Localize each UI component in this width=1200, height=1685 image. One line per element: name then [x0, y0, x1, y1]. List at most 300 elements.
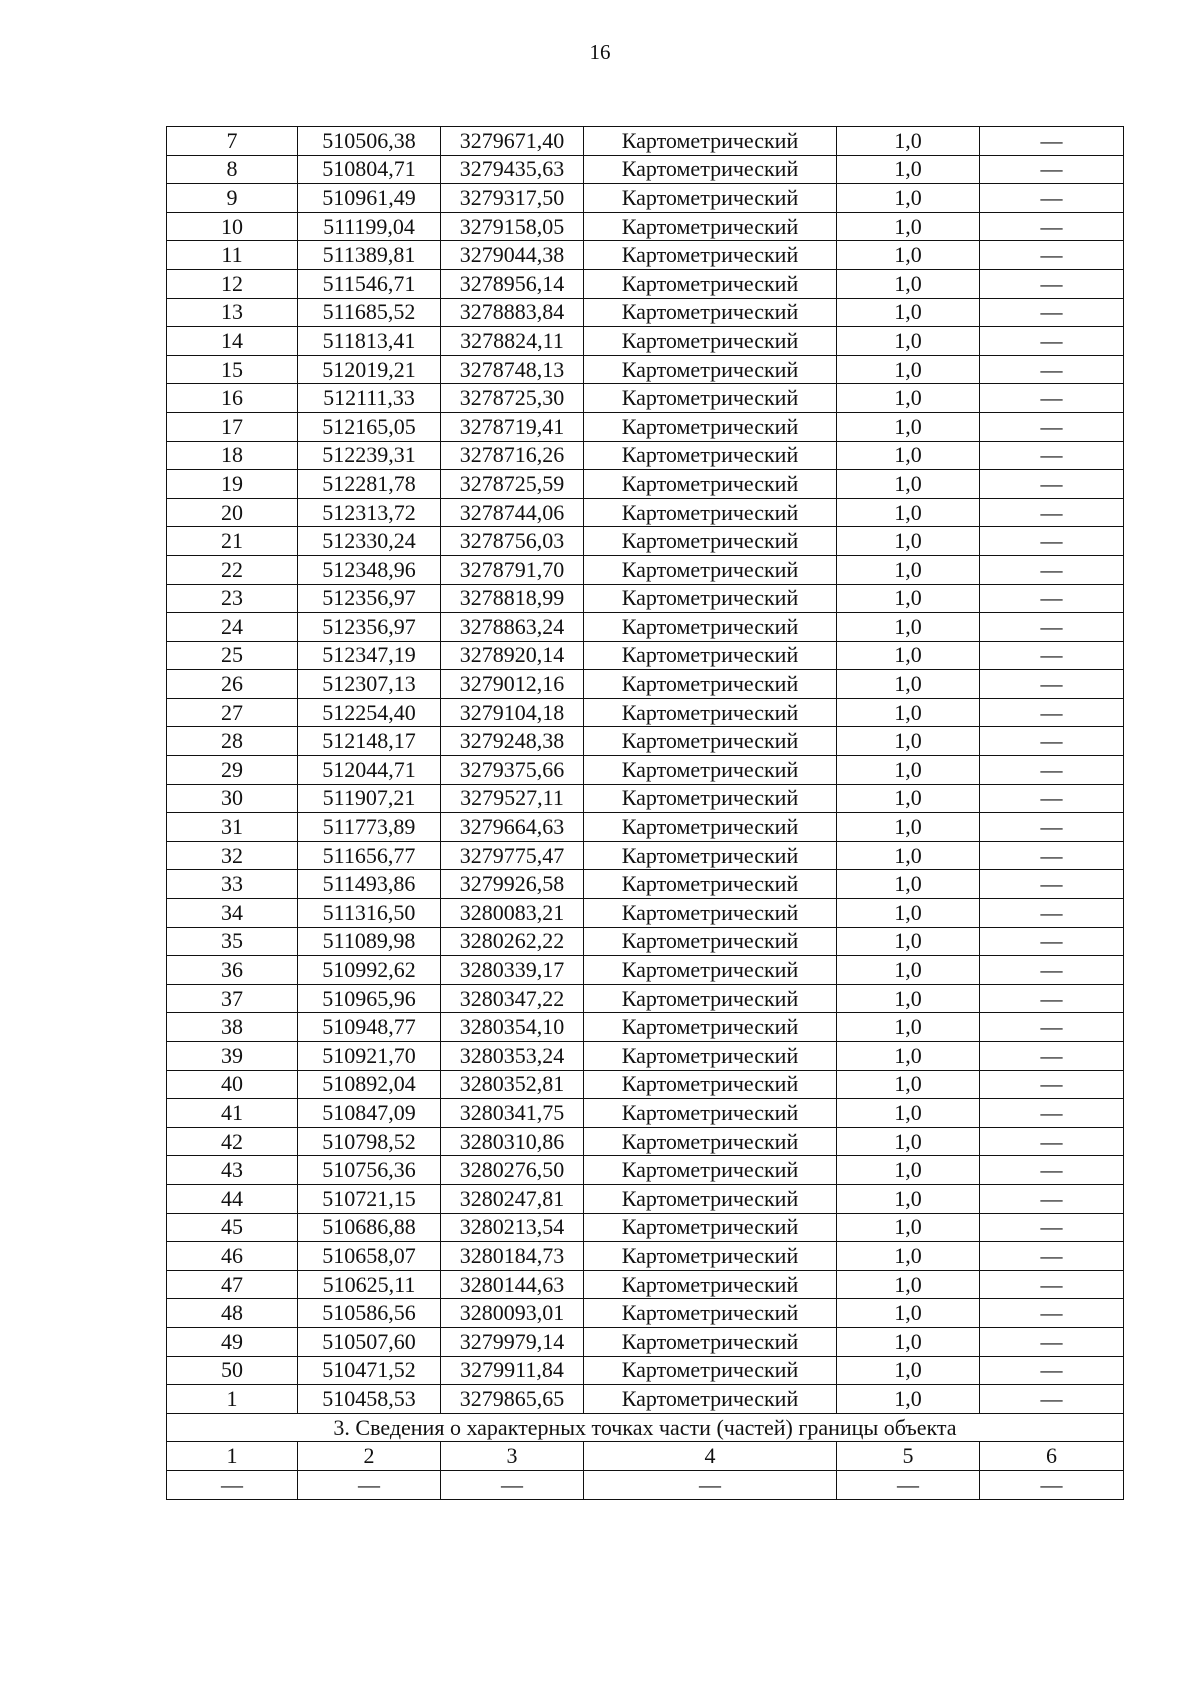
accuracy-cell: 1,0 — [837, 841, 980, 870]
table-row — [167, 641, 1124, 670]
method-cell: — — [584, 1470, 837, 1499]
x-coordinate-cell: 510658,07 — [298, 1242, 441, 1271]
table-row — [167, 1385, 1124, 1414]
accuracy-cell: 1,0 — [837, 498, 980, 527]
y-coordinate-cell: 3280339,17 — [441, 956, 584, 985]
x-coordinate-cell: 512165,05 — [298, 412, 441, 441]
point-number-cell: 31 — [167, 813, 298, 842]
x-coordinate-cell: 512356,97 — [298, 584, 441, 613]
y-coordinate-cell: 3279775,47 — [441, 841, 584, 870]
table-row — [167, 1242, 1124, 1271]
description-cell: — — [980, 412, 1124, 441]
section-3-empty-row — [167, 1470, 1124, 1499]
description-cell: — — [980, 727, 1124, 756]
method-cell: Картометрический — [584, 1270, 837, 1299]
point-number-cell: 21 — [167, 527, 298, 556]
method-cell: Картометрический — [584, 441, 837, 470]
x-coordinate-cell: 511546,71 — [298, 269, 441, 298]
description-cell: — — [980, 384, 1124, 413]
description-cell: — — [980, 212, 1124, 241]
table-row — [167, 841, 1124, 870]
point-number-cell: 28 — [167, 727, 298, 756]
description-cell: — — [980, 841, 1124, 870]
accuracy-cell: 1,0 — [837, 1184, 980, 1213]
accuracy-cell: 1,0 — [837, 127, 980, 156]
description-cell: — — [980, 498, 1124, 527]
method-cell: Картометрический — [584, 1385, 837, 1414]
point-number-cell: 7 — [167, 127, 298, 156]
y-coordinate-cell: 3280341,75 — [441, 1099, 584, 1128]
y-coordinate-cell: 3278716,26 — [441, 441, 584, 470]
table-row — [167, 127, 1124, 156]
method-cell: Картометрический — [584, 1299, 837, 1328]
table-row — [167, 1299, 1124, 1328]
point-number-cell: 35 — [167, 927, 298, 956]
method-cell: Картометрический — [584, 584, 837, 613]
point-number-cell: 13 — [167, 298, 298, 327]
method-cell: Картометрический — [584, 841, 837, 870]
description-cell: — — [980, 584, 1124, 613]
x-coordinate-cell: 512111,33 — [298, 384, 441, 413]
point-number-cell: 44 — [167, 1184, 298, 1213]
x-coordinate-cell: 510965,96 — [298, 984, 441, 1013]
point-number-cell: 47 — [167, 1270, 298, 1299]
accuracy-cell: 1,0 — [837, 355, 980, 384]
table-row — [167, 269, 1124, 298]
y-coordinate-cell: 3279158,05 — [441, 212, 584, 241]
point-number-cell: 45 — [167, 1213, 298, 1242]
x-coordinate-cell: 512347,19 — [298, 641, 441, 670]
accuracy-cell: 1,0 — [837, 1385, 980, 1414]
section-3-header-row — [167, 1442, 1124, 1471]
x-coordinate-cell: 512044,71 — [298, 756, 441, 785]
method-cell: Картометрический — [584, 727, 837, 756]
point-number-cell: 26 — [167, 670, 298, 699]
description-cell: — — [980, 1127, 1124, 1156]
accuracy-cell: 1,0 — [837, 813, 980, 842]
x-coordinate-cell: 510847,09 — [298, 1099, 441, 1128]
point-number-cell: 42 — [167, 1127, 298, 1156]
accuracy-cell: 1,0 — [837, 641, 980, 670]
table-row — [167, 1127, 1124, 1156]
point-number-cell: 37 — [167, 984, 298, 1013]
x-coordinate-cell: 512356,97 — [298, 613, 441, 642]
description-cell: — — [980, 441, 1124, 470]
description-cell: — — [980, 927, 1124, 956]
point-number-cell: 16 — [167, 384, 298, 413]
description-cell: — — [980, 1385, 1124, 1414]
x-coordinate-cell: 511089,98 — [298, 927, 441, 956]
accuracy-cell: 1,0 — [837, 1270, 980, 1299]
table-row — [167, 670, 1124, 699]
description-cell: — — [980, 1184, 1124, 1213]
accuracy-cell: 1,0 — [837, 269, 980, 298]
table-row — [167, 1099, 1124, 1128]
x-coordinate-cell: 510921,70 — [298, 1042, 441, 1071]
points-table-body — [167, 127, 1124, 1500]
accuracy-cell: 1,0 — [837, 1299, 980, 1328]
x-coordinate-cell: 510948,77 — [298, 1013, 441, 1042]
y-coordinate-cell: 3279317,50 — [441, 184, 584, 213]
method-cell: Картометрический — [584, 298, 837, 327]
point-number-cell: 8 — [167, 155, 298, 184]
accuracy-cell: 1,0 — [837, 1242, 980, 1271]
x-coordinate-cell: 512019,21 — [298, 355, 441, 384]
table-row — [167, 1184, 1124, 1213]
y-coordinate-cell: 3280262,22 — [441, 927, 584, 956]
point-number-cell: 33 — [167, 870, 298, 899]
method-cell: Картометрический — [584, 813, 837, 842]
accuracy-cell: 1,0 — [837, 155, 980, 184]
accuracy-cell: 1,0 — [837, 555, 980, 584]
description-cell: — — [980, 784, 1124, 813]
point-number-cell: 25 — [167, 641, 298, 670]
description-cell: — — [980, 298, 1124, 327]
description-cell: — — [980, 555, 1124, 584]
method-cell: Картометрический — [584, 984, 837, 1013]
table-row — [167, 584, 1124, 613]
method-cell: Картометрический — [584, 899, 837, 928]
table-row — [167, 1327, 1124, 1356]
method-cell: Картометрический — [584, 498, 837, 527]
method-cell: Картометрический — [584, 184, 837, 213]
description-cell: — — [980, 184, 1124, 213]
method-cell: Картометрический — [584, 155, 837, 184]
accuracy-cell: 1,0 — [837, 1099, 980, 1128]
table-row — [167, 727, 1124, 756]
method-cell: Картометрический — [584, 1242, 837, 1271]
method-cell: Картометрический — [584, 355, 837, 384]
accuracy-cell: 1,0 — [837, 1127, 980, 1156]
table-row — [167, 1156, 1124, 1185]
description-cell: — — [980, 899, 1124, 928]
x-coordinate-cell: 511316,50 — [298, 899, 441, 928]
y-coordinate-cell: 3278756,03 — [441, 527, 584, 556]
x-coordinate-cell: 512254,40 — [298, 698, 441, 727]
accuracy-cell: 1,0 — [837, 899, 980, 928]
accuracy-cell: 1,0 — [837, 1042, 980, 1071]
point-number-cell: 15 — [167, 355, 298, 384]
table-row — [167, 1070, 1124, 1099]
x-coordinate-cell: 512313,72 — [298, 498, 441, 527]
table-row — [167, 984, 1124, 1013]
table-row — [167, 1270, 1124, 1299]
point-number-cell: 34 — [167, 899, 298, 928]
y-coordinate-cell: 3279865,65 — [441, 1385, 584, 1414]
y-coordinate-cell: 3279248,38 — [441, 727, 584, 756]
description-cell: — — [980, 613, 1124, 642]
method-cell: Картометрический — [584, 1099, 837, 1128]
table-row — [167, 698, 1124, 727]
y-coordinate-cell: 3279375,66 — [441, 756, 584, 785]
y-coordinate-cell: 3280347,22 — [441, 984, 584, 1013]
description-cell: — — [980, 1242, 1124, 1271]
method-cell: Картометрический — [584, 384, 837, 413]
y-coordinate-cell: 3280354,10 — [441, 1013, 584, 1042]
y-coordinate-cell: 3279664,63 — [441, 813, 584, 842]
description-cell: — — [980, 1213, 1124, 1242]
x-coordinate-cell: 510506,38 — [298, 127, 441, 156]
method-cell: Картометрический — [584, 127, 837, 156]
accuracy-cell: 1,0 — [837, 1327, 980, 1356]
point-number-cell: 1 — [167, 1442, 298, 1471]
x-coordinate-cell: 511656,77 — [298, 841, 441, 870]
table-row — [167, 355, 1124, 384]
table-row — [167, 155, 1124, 184]
y-coordinate-cell: 3280213,54 — [441, 1213, 584, 1242]
y-coordinate-cell: 3280083,21 — [441, 899, 584, 928]
table-row — [167, 870, 1124, 899]
x-coordinate-cell: 511199,04 — [298, 212, 441, 241]
x-coordinate-cell: 510892,04 — [298, 1070, 441, 1099]
accuracy-cell: 1,0 — [837, 1070, 980, 1099]
accuracy-cell: 1,0 — [837, 984, 980, 1013]
x-coordinate-cell: 510625,11 — [298, 1270, 441, 1299]
point-number-cell: 32 — [167, 841, 298, 870]
method-cell: Картометрический — [584, 870, 837, 899]
table-row — [167, 899, 1124, 928]
accuracy-cell: 1,0 — [837, 584, 980, 613]
y-coordinate-cell: 3278920,14 — [441, 641, 584, 670]
y-coordinate-cell: 3279926,58 — [441, 870, 584, 899]
y-coordinate-cell: 3278719,41 — [441, 412, 584, 441]
point-number-cell: 18 — [167, 441, 298, 470]
accuracy-cell: 1,0 — [837, 1156, 980, 1185]
description-cell: — — [980, 1070, 1124, 1099]
x-coordinate-cell: 511685,52 — [298, 298, 441, 327]
accuracy-cell: 1,0 — [837, 412, 980, 441]
x-coordinate-cell: 512330,24 — [298, 527, 441, 556]
method-cell: Картометрический — [584, 555, 837, 584]
table-row — [167, 441, 1124, 470]
point-number-cell: 38 — [167, 1013, 298, 1042]
accuracy-cell: 1,0 — [837, 527, 980, 556]
point-number-cell: — — [167, 1470, 298, 1499]
y-coordinate-cell: 3278725,59 — [441, 470, 584, 499]
point-number-cell: 17 — [167, 412, 298, 441]
description-cell: — — [980, 641, 1124, 670]
y-coordinate-cell: 3280353,24 — [441, 1042, 584, 1071]
method-cell: Картометрический — [584, 1013, 837, 1042]
y-coordinate-cell: 3279527,11 — [441, 784, 584, 813]
point-number-cell: 19 — [167, 470, 298, 499]
accuracy-cell: — — [837, 1470, 980, 1499]
point-number-cell: 22 — [167, 555, 298, 584]
x-coordinate-cell: 510804,71 — [298, 155, 441, 184]
x-coordinate-cell: 510471,52 — [298, 1356, 441, 1385]
method-cell: Картометрический — [584, 1156, 837, 1185]
point-number-cell: 41 — [167, 1099, 298, 1128]
x-coordinate-cell: 512281,78 — [298, 470, 441, 499]
description-cell: — — [980, 269, 1124, 298]
accuracy-cell: 1,0 — [837, 613, 980, 642]
point-number-cell: 43 — [167, 1156, 298, 1185]
y-coordinate-cell: 3280093,01 — [441, 1299, 584, 1328]
table-row — [167, 756, 1124, 785]
description-cell: — — [980, 1356, 1124, 1385]
accuracy-cell: 1,0 — [837, 384, 980, 413]
point-number-cell: 12 — [167, 269, 298, 298]
description-cell: — — [980, 870, 1124, 899]
accuracy-cell: 1,0 — [837, 727, 980, 756]
table-row — [167, 527, 1124, 556]
table-row — [167, 241, 1124, 270]
x-coordinate-cell: 512348,96 — [298, 555, 441, 584]
y-coordinate-cell: — — [441, 1470, 584, 1499]
x-coordinate-cell: 510507,60 — [298, 1327, 441, 1356]
method-cell: Картометрический — [584, 670, 837, 699]
y-coordinate-cell: 3280144,63 — [441, 1270, 584, 1299]
accuracy-cell: 1,0 — [837, 956, 980, 985]
point-number-cell: 49 — [167, 1327, 298, 1356]
y-coordinate-cell: 3279911,84 — [441, 1356, 584, 1385]
y-coordinate-cell: 3280352,81 — [441, 1070, 584, 1099]
description-cell: — — [980, 956, 1124, 985]
point-number-cell: 9 — [167, 184, 298, 213]
method-cell: Картометрический — [584, 470, 837, 499]
table-row — [167, 784, 1124, 813]
x-coordinate-cell: 510586,56 — [298, 1299, 441, 1328]
description-cell: — — [980, 127, 1124, 156]
table-row — [167, 1356, 1124, 1385]
table-row — [167, 212, 1124, 241]
table-row — [167, 498, 1124, 527]
description-cell: — — [980, 984, 1124, 1013]
description-cell: — — [980, 155, 1124, 184]
x-coordinate-cell: 511493,86 — [298, 870, 441, 899]
method-cell: Картометрический — [584, 1127, 837, 1156]
table-row — [167, 555, 1124, 584]
method-cell: Картометрический — [584, 641, 837, 670]
table-row — [167, 927, 1124, 956]
y-coordinate-cell: 3280247,81 — [441, 1184, 584, 1213]
point-number-cell: 29 — [167, 756, 298, 785]
accuracy-cell: 1,0 — [837, 327, 980, 356]
y-coordinate-cell: 3278863,24 — [441, 613, 584, 642]
method-cell: Картометрический — [584, 412, 837, 441]
description-cell: — — [980, 527, 1124, 556]
point-number-cell: 46 — [167, 1242, 298, 1271]
point-number-cell: 48 — [167, 1299, 298, 1328]
accuracy-cell: 1,0 — [837, 212, 980, 241]
boundary-points-table — [166, 126, 1124, 1500]
point-number-cell: 27 — [167, 698, 298, 727]
x-coordinate-cell: 510721,15 — [298, 1184, 441, 1213]
point-number-cell: 40 — [167, 1070, 298, 1099]
accuracy-cell: 1,0 — [837, 184, 980, 213]
description-cell: 6 — [980, 1442, 1124, 1471]
description-cell: — — [980, 670, 1124, 699]
point-number-cell: 10 — [167, 212, 298, 241]
table-row — [167, 1013, 1124, 1042]
description-cell: — — [980, 355, 1124, 384]
x-coordinate-cell: 511389,81 — [298, 241, 441, 270]
description-cell: — — [980, 1042, 1124, 1071]
method-cell: Картометрический — [584, 527, 837, 556]
accuracy-cell: 1,0 — [837, 1213, 980, 1242]
method-cell: Картометрический — [584, 1184, 837, 1213]
x-coordinate-cell: 510798,52 — [298, 1127, 441, 1156]
accuracy-cell: 5 — [837, 1442, 980, 1471]
y-coordinate-cell: 3279671,40 — [441, 127, 584, 156]
x-coordinate-cell: 512307,13 — [298, 670, 441, 699]
description-cell: — — [980, 756, 1124, 785]
point-number-cell: 11 — [167, 241, 298, 270]
table-row — [167, 327, 1124, 356]
y-coordinate-cell: 3279044,38 — [441, 241, 584, 270]
point-number-cell: 36 — [167, 956, 298, 985]
y-coordinate-cell: 3279435,63 — [441, 155, 584, 184]
y-coordinate-cell: 3279012,16 — [441, 670, 584, 699]
method-cell: Картометрический — [584, 212, 837, 241]
method-cell: Картометрический — [584, 327, 837, 356]
x-coordinate-cell: 2 — [298, 1442, 441, 1471]
description-cell: — — [980, 1327, 1124, 1356]
description-cell: — — [980, 327, 1124, 356]
accuracy-cell: 1,0 — [837, 670, 980, 699]
method-cell: Картометрический — [584, 1042, 837, 1071]
table-row — [167, 412, 1124, 441]
table-row — [167, 384, 1124, 413]
y-coordinate-cell: 3278824,11 — [441, 327, 584, 356]
x-coordinate-cell: — — [298, 1470, 441, 1499]
y-coordinate-cell: 3280310,86 — [441, 1127, 584, 1156]
section-3-title-row — [167, 1413, 1124, 1442]
method-cell: 4 — [584, 1442, 837, 1471]
x-coordinate-cell: 510686,88 — [298, 1213, 441, 1242]
accuracy-cell: 1,0 — [837, 298, 980, 327]
description-cell: — — [980, 1270, 1124, 1299]
description-cell: — — [980, 698, 1124, 727]
method-cell: Картометрический — [584, 1070, 837, 1099]
x-coordinate-cell: 511773,89 — [298, 813, 441, 842]
method-cell: Картометрический — [584, 784, 837, 813]
method-cell: Картометрический — [584, 1327, 837, 1356]
y-coordinate-cell: 3278791,70 — [441, 555, 584, 584]
y-coordinate-cell: 3278725,30 — [441, 384, 584, 413]
table-row — [167, 613, 1124, 642]
point-number-cell: 14 — [167, 327, 298, 356]
y-coordinate-cell: 3278748,13 — [441, 355, 584, 384]
method-cell: Картометрический — [584, 956, 837, 985]
description-cell: — — [980, 1470, 1124, 1499]
y-coordinate-cell: 3278818,99 — [441, 584, 584, 613]
point-number-cell: 1 — [167, 1385, 298, 1414]
y-coordinate-cell: 3 — [441, 1442, 584, 1471]
description-cell: — — [980, 1299, 1124, 1328]
description-cell: — — [980, 813, 1124, 842]
table-row — [167, 470, 1124, 499]
method-cell: Картометрический — [584, 927, 837, 956]
y-coordinate-cell: 3278956,14 — [441, 269, 584, 298]
method-cell: Картометрический — [584, 269, 837, 298]
table-row — [167, 1213, 1124, 1242]
description-cell: — — [980, 1099, 1124, 1128]
method-cell: Картометрический — [584, 613, 837, 642]
x-coordinate-cell: 512148,17 — [298, 727, 441, 756]
method-cell: Картометрический — [584, 756, 837, 785]
point-number-cell: 20 — [167, 498, 298, 527]
method-cell: Картометрический — [584, 1356, 837, 1385]
table-row — [167, 956, 1124, 985]
accuracy-cell: 1,0 — [837, 441, 980, 470]
accuracy-cell: 1,0 — [837, 470, 980, 499]
point-number-cell: 30 — [167, 784, 298, 813]
description-cell: — — [980, 1156, 1124, 1185]
table-row — [167, 1042, 1124, 1071]
accuracy-cell: 1,0 — [837, 927, 980, 956]
description-cell: — — [980, 470, 1124, 499]
